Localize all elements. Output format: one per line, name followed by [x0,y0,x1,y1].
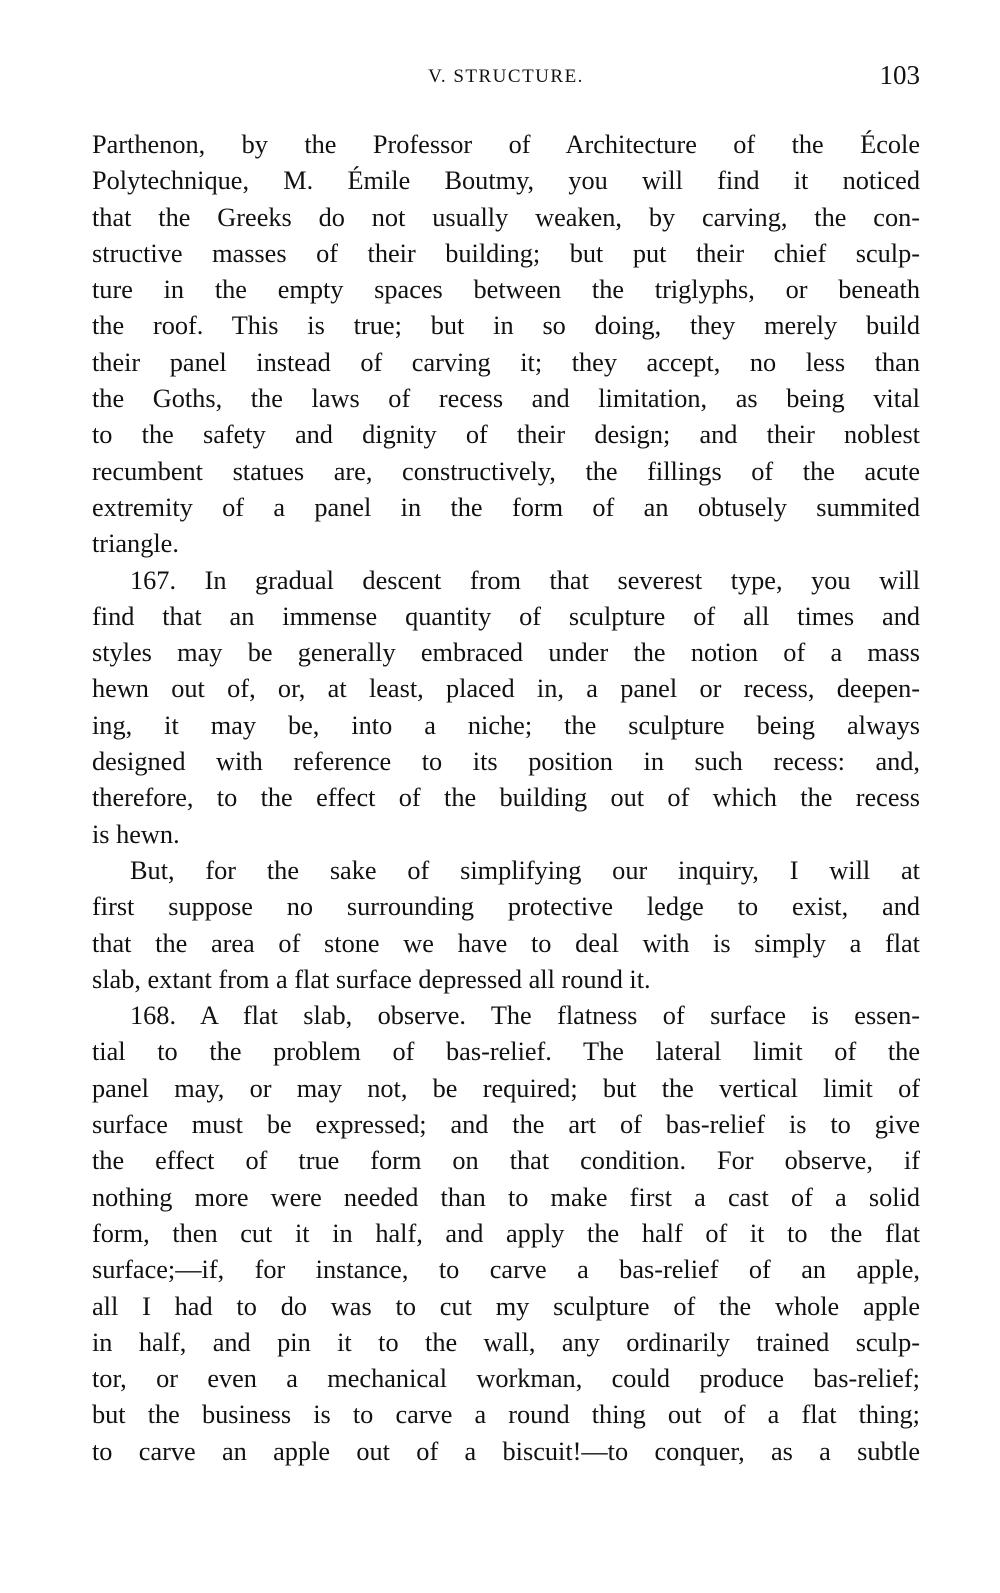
running-head: V. STRUCTURE. [428,66,584,87]
text-line: the roof. This is true; but in so doing, they merely build [92,311,920,341]
text-line: ing, it may be, into a niche; the sculpture being always [92,710,920,740]
text-line: recumbent statues are, constructively, the fillings of the acute [92,456,920,486]
text-line: Parthenon, by the Professor of Architecture of the École [92,130,920,159]
text-line: 167. In gradual descent from that severest type, you will [130,565,920,595]
text-line: first suppose no surrounding protective ledge to exist, and [92,892,920,922]
body-text [92,127,920,1470]
text-line: nothing more were needed than to make first a cast of a solid [92,1182,920,1212]
text-line: their panel instead of carving it; they accept, no less than [92,347,920,377]
text-line: find that an immense quantity of sculpture of all times and [92,601,920,631]
text-line: styles may be generally embraced under the notion of a mass [92,638,920,668]
text-line: form, then cut it in half, and apply the half of it to the flat [92,1218,920,1248]
text-line: all I had to do was to cut my sculpture of the whole apple [92,1291,920,1321]
text-line: structive masses of their building; but put their chief sculp- [92,238,920,268]
text-line: 168. A flat slab, observe. The flatness of surface is essen- [130,1001,920,1031]
text-line: hewn out of, or, at least, placed in, a panel or recess, deepen- [92,674,920,704]
page-header [92,60,920,100]
text-line: triangle. [92,529,179,559]
text-line: But, for the sake of simplifying our inquiry, I will at [130,855,920,885]
text-line: but the business is to carve a round thing out of a flat thing; [92,1400,920,1430]
text-line: the Goths, the laws of recess and limitation, as being vital [92,384,920,414]
text-line: ture in the empty spaces between the triglyphs, or beneath [92,275,920,305]
text-line: surface must be expressed; and the art of bas-relief is to give [92,1110,920,1140]
text-line: tial to the problem of bas-relief. The lateral limit of the [92,1037,920,1067]
book-page [92,60,920,1470]
text-line: that the area of stone we have to deal with is simply a flat [92,928,920,958]
text-line: to carve an apple out of a biscuit!—to conquer, as a subtle [92,1436,920,1466]
text-line: tor, or even a mechanical workman, could produce bas-relief; [92,1364,920,1394]
text-line: Polytechnique, M. Émile Boutmy, you will find it noticed [92,166,920,196]
text-line: surface;—if, for instance, to carve a bas-relief of an apple, [92,1255,920,1285]
text-line: the effect of true form on that condition. For observe, if [92,1146,920,1176]
text-line: in half, and pin it to the wall, any ordinarily trained sculp- [92,1327,920,1357]
text-line: that the Greeks do not usually weaken, by carving, the con- [92,202,920,232]
text-line: extremity of a panel in the form of an obtusely summited [92,492,920,522]
text-line: designed with reference to its position in such recess: and, [92,747,920,777]
text-line: is hewn. [92,819,180,849]
text-line: to the safety and dignity of their design; and their noblest [92,420,920,450]
text-line: panel may, or may not, be required; but the vertical limit of [92,1073,920,1103]
text-line: slab, extant from a flat surface depressed all round it. [92,964,651,994]
text-line: therefore, to the effect of the building out of which the recess [92,783,920,813]
page-number: 103 [879,60,920,90]
